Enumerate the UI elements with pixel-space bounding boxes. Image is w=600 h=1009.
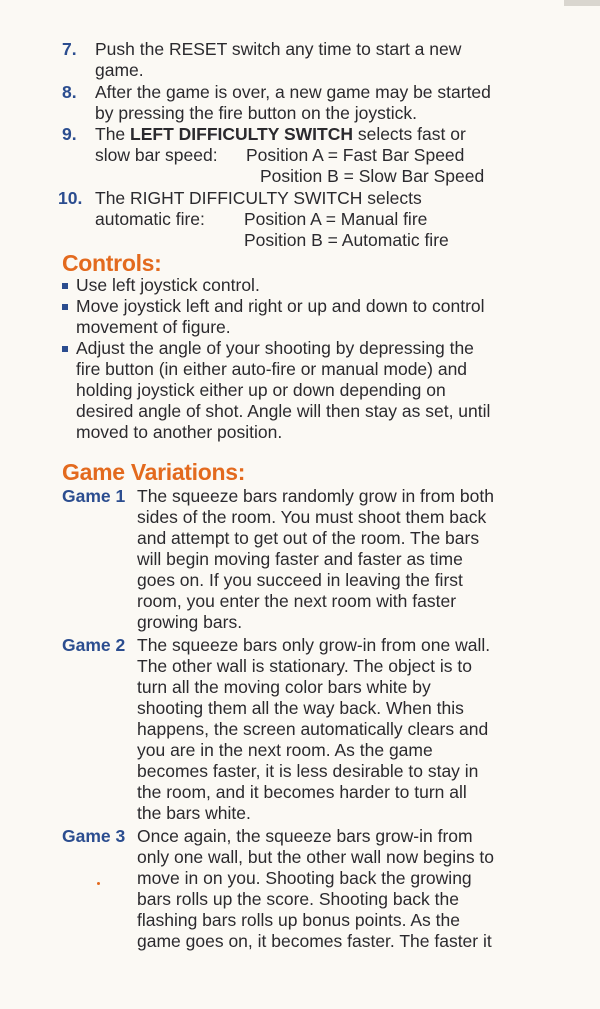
item-text: slow bar speed: <box>95 145 218 165</box>
game-text: game goes on, it becomes faster. The faster it <box>137 931 492 951</box>
bullet-text: holding joystick either up or down depending on <box>76 380 446 400</box>
item-text: by pressing the fire button on the joystick. <box>95 103 417 123</box>
setting-value: Position A = Manual fire <box>244 209 428 229</box>
item-number: 10. <box>58 188 83 208</box>
bold-text: LEFT DIFFICULTY SWITCH <box>130 124 353 144</box>
game-text: The squeeze bars randomly grow in from both <box>137 486 494 506</box>
game-text: only one wall, but the other wall now begins to <box>137 847 495 867</box>
item-text: automatic fire: <box>95 209 205 229</box>
item-text: Push the RESET switch any time to start a new <box>95 39 462 59</box>
item-text: The RIGHT DIFFICULTY SWITCH selects <box>95 188 422 208</box>
game-text: growing bars. <box>137 612 243 632</box>
item-number: 9. <box>62 124 77 144</box>
bullet-icon <box>62 304 68 310</box>
bullet-icon <box>62 346 68 352</box>
page-edge-mark <box>564 0 600 6</box>
bullet-text: moved to another position. <box>76 422 283 442</box>
game-label: Game 2 <box>62 635 126 655</box>
bullet-text: Move joystick left and right or up and down to control <box>76 296 485 316</box>
item-text <box>95 124 466 145</box>
bullet-text: Use left joystick control. <box>76 275 260 295</box>
game-variations-heading: Game Variations: <box>62 459 246 485</box>
print-speck <box>97 882 100 885</box>
game-text: the room, and it becomes harder to turn all <box>137 782 467 802</box>
game-text: The squeeze bars only grow-in from one wall. <box>137 635 491 655</box>
game-text: will begin moving faster and faster as time <box>137 549 463 569</box>
bullet-text: movement of figure. <box>76 317 231 337</box>
game-text: you are in the next room. As the game <box>137 740 433 760</box>
game-text: turn all the moving color bars white by <box>137 677 431 697</box>
item-number: 8. <box>62 82 77 102</box>
text-segment: selects fast or <box>352 124 466 144</box>
game-text: happens, the screen automatically clears and <box>137 719 489 739</box>
setting-value: Position B = Automatic fire <box>244 230 449 250</box>
item-text: game. <box>95 60 144 80</box>
game-text: sides of the room. You must shoot them back <box>137 507 487 527</box>
game-text: The other wall is stationary. The object is to <box>137 656 472 676</box>
game-label: Game 3 <box>62 826 126 846</box>
item-number: 7. <box>62 39 77 59</box>
game-text: the bars white. <box>137 803 251 823</box>
bullet-icon <box>62 283 68 289</box>
game-text: move in on you. Shooting back the growing <box>137 868 472 888</box>
setting-value: Position A = Fast Bar Speed <box>246 145 465 165</box>
game-text: and attempt to get out of the room. The bars <box>137 528 480 548</box>
game-text: bars rolls up the score. Shooting back the <box>137 889 459 909</box>
bullet-text: fire button (in either auto-fire or manual mode) and <box>76 359 468 379</box>
game-text: room, you enter the next room with faster <box>137 591 457 611</box>
game-text: goes on. If you succeed in leaving the first <box>137 570 463 590</box>
game-label: Game 1 <box>62 486 126 506</box>
controls-heading: Controls: <box>62 250 162 276</box>
game-text: flashing bars rolls up bonus points. As the <box>137 910 460 930</box>
item-text: After the game is over, a new game may be started <box>95 82 491 102</box>
game-text: Once again, the squeeze bars grow-in from <box>137 826 473 846</box>
game-text: becomes faster, it is less desirable to stay in <box>137 761 479 781</box>
text-segment: The <box>95 124 131 144</box>
bullet-text: Adjust the angle of your shooting by depressing the <box>76 338 474 358</box>
setting-value: Position B = Slow Bar Speed <box>260 166 485 186</box>
bullet-text: desired angle of shot. Angle will then stay as set, until <box>76 401 491 421</box>
game-text: shooting them all the way back. When this <box>137 698 464 718</box>
